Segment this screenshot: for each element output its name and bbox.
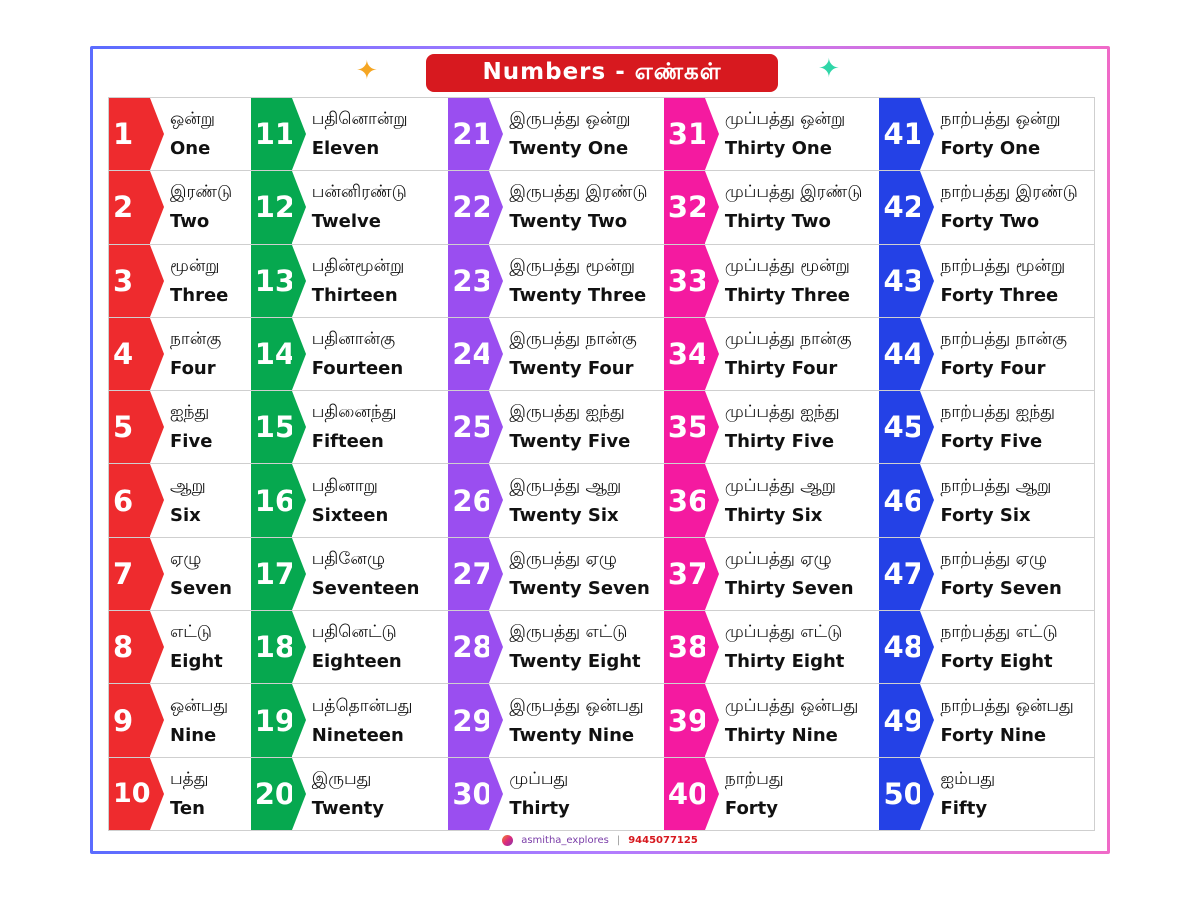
number-cell	[448, 245, 664, 318]
number-cell	[664, 98, 880, 171]
english-word: Forty Two	[940, 211, 1040, 233]
english-word: Seventeen	[311, 577, 420, 599]
tamil-word: பத்தொன்பது	[311, 695, 413, 716]
tamil-word: இருபத்து மூன்று	[509, 255, 635, 276]
number-badge: 34	[664, 318, 705, 390]
english-word: Thirty Four	[724, 358, 838, 380]
number-words	[292, 98, 449, 170]
footer-handle: asmitha_explores	[521, 835, 609, 846]
tamil-word: முப்பத்து மூன்று	[724, 255, 850, 276]
number-badge: 10	[109, 758, 150, 830]
number-cell	[109, 245, 251, 318]
number-cell	[448, 758, 664, 830]
tamil-word: எட்டு	[170, 622, 212, 643]
number-badge: 49	[879, 684, 920, 756]
tamil-word: முப்பத்து எட்டு	[724, 622, 843, 643]
page-title: Numbers - எண்கள்	[426, 54, 778, 92]
tamil-word: நான்கு	[170, 329, 222, 350]
number-badge: 4	[109, 318, 150, 390]
number-words	[150, 391, 251, 463]
number-badge: 12	[251, 171, 292, 243]
tamil-word: ஏழு	[170, 548, 202, 569]
tamil-word: முப்பத்து ஒன்பது	[724, 695, 859, 716]
number-badge: 46	[879, 464, 920, 536]
tamil-word: முப்பத்து ஒன்று	[724, 109, 846, 130]
tamil-word: முப்பத்து ஆறு	[724, 475, 836, 496]
number-badge: 14	[251, 318, 292, 390]
tamil-word: மூன்று	[170, 255, 220, 276]
number-cell	[448, 538, 664, 611]
english-word: Six	[170, 504, 201, 526]
english-word: Nineteen	[311, 724, 404, 746]
english-word: Forty Five	[940, 431, 1043, 453]
number-badge: 38	[664, 611, 705, 683]
column-2	[251, 98, 449, 830]
tamil-word: நாற்பது	[724, 768, 784, 789]
english-word: Twenty	[311, 797, 385, 819]
number-cell	[109, 318, 251, 391]
number-cell	[879, 318, 1094, 391]
number-badge: 6	[109, 464, 150, 536]
english-word: Forty	[724, 797, 779, 819]
number-words	[292, 391, 449, 463]
english-word: Thirty One	[724, 138, 832, 160]
number-badge: 40	[664, 758, 705, 830]
number-badge: 25	[448, 391, 489, 463]
number-badge: 42	[879, 171, 920, 243]
english-word: Eighteen	[311, 651, 402, 673]
tamil-word: ஆறு	[170, 475, 206, 496]
number-cell	[664, 318, 880, 391]
english-word: Forty One	[940, 138, 1041, 160]
number-words	[705, 245, 880, 317]
sparkle-icon-left: ✦	[356, 56, 378, 86]
number-badge: 26	[448, 464, 489, 536]
number-words	[489, 538, 664, 610]
number-cell	[664, 245, 880, 318]
column-5	[879, 98, 1094, 830]
number-cell	[251, 171, 449, 244]
tamil-word: இருபத்து ஆறு	[509, 475, 622, 496]
english-word: Twenty Three	[509, 284, 647, 306]
tamil-word: நாற்பத்து எட்டு	[940, 622, 1058, 643]
english-word: Nine	[170, 724, 217, 746]
english-word: Thirteen	[311, 284, 398, 306]
english-word: Ten	[170, 797, 205, 819]
number-cell	[109, 171, 251, 244]
tamil-word: பதினைந்து	[311, 402, 397, 423]
number-words	[292, 538, 449, 610]
number-badge: 32	[664, 171, 705, 243]
number-badge: 33	[664, 245, 705, 317]
tamil-word: நாற்பத்து மூன்று	[940, 255, 1066, 276]
number-badge: 36	[664, 464, 705, 536]
number-words	[150, 98, 251, 170]
number-badge: 41	[879, 98, 920, 170]
number-cell	[109, 758, 251, 830]
number-cell	[448, 318, 664, 391]
number-cell	[251, 98, 449, 171]
tamil-word: இருபத்து நான்கு	[509, 329, 637, 350]
number-badge: 43	[879, 245, 920, 317]
english-word: Thirty Nine	[724, 724, 838, 746]
tamil-word: பதினான்கு	[311, 329, 396, 350]
number-words	[705, 98, 880, 170]
tamil-word: இருபத்து ஏழு	[509, 548, 617, 569]
number-cell	[251, 758, 449, 830]
english-word: Fifty	[940, 797, 988, 819]
number-words	[150, 464, 251, 536]
number-badge: 18	[251, 611, 292, 683]
number-words	[292, 318, 449, 390]
number-badge: 30	[448, 758, 489, 830]
footer-phone: 9445077125	[628, 835, 698, 846]
tamil-word: இருபத்து இரண்டு	[509, 182, 648, 203]
number-cell	[879, 245, 1094, 318]
tamil-word: நாற்பத்து ஒன்பது	[940, 695, 1074, 716]
number-words	[705, 684, 880, 756]
english-word: Twenty Four	[509, 358, 634, 380]
english-word: Twenty Eight	[509, 651, 641, 673]
number-cell	[664, 171, 880, 244]
english-word: Twenty One	[509, 138, 629, 160]
number-badge: 16	[251, 464, 292, 536]
number-badge: 39	[664, 684, 705, 756]
number-badge: 8	[109, 611, 150, 683]
number-cell	[879, 684, 1094, 757]
number-cell	[109, 98, 251, 171]
tamil-word: இருபத்து ஐந்து	[509, 402, 625, 423]
english-word: Twenty Seven	[509, 577, 650, 599]
number-words	[920, 245, 1094, 317]
tamil-word: பன்னிரண்டு	[311, 182, 407, 203]
number-cell	[879, 538, 1094, 611]
number-words	[489, 245, 664, 317]
number-badge: 48	[879, 611, 920, 683]
number-cell	[879, 464, 1094, 537]
tamil-word: இருபத்து ஒன்பது	[509, 695, 644, 716]
tamil-word: பதினொன்று	[311, 109, 408, 130]
number-badge: 7	[109, 538, 150, 610]
number-cell	[251, 318, 449, 391]
number-cell	[109, 684, 251, 757]
english-word: Thirty Six	[724, 504, 823, 526]
number-words	[150, 611, 251, 683]
number-cell	[879, 391, 1094, 464]
english-word: Four	[170, 358, 216, 380]
number-badge: 21	[448, 98, 489, 170]
english-word: Eleven	[311, 138, 380, 160]
english-word: Forty Six	[940, 504, 1031, 526]
number-cell	[448, 98, 664, 171]
tamil-word: முப்பது	[509, 768, 569, 789]
number-words	[150, 538, 251, 610]
number-cell	[879, 758, 1094, 830]
number-badge: 50	[879, 758, 920, 830]
sparkle-icon-right: ✦	[818, 54, 840, 84]
number-cell	[664, 391, 880, 464]
column-3	[448, 98, 664, 830]
number-words	[292, 758, 449, 830]
english-word: Sixteen	[311, 504, 389, 526]
tamil-word: பதின்மூன்று	[311, 255, 405, 276]
number-words	[150, 318, 251, 390]
number-badge: 37	[664, 538, 705, 610]
number-badge: 44	[879, 318, 920, 390]
number-cell	[879, 98, 1094, 171]
number-words	[489, 464, 664, 536]
column-1	[109, 98, 251, 830]
english-word: Twelve	[311, 211, 381, 233]
number-badge: 23	[448, 245, 489, 317]
tamil-word: இருபத்து ஒன்று	[509, 109, 631, 130]
number-words	[489, 171, 664, 243]
number-cell	[664, 464, 880, 537]
tamil-word: முப்பத்து ஐந்து	[724, 402, 840, 423]
tamil-word: நாற்பத்து ஏழு	[940, 548, 1048, 569]
number-words	[920, 391, 1094, 463]
english-word: Seven	[170, 577, 232, 599]
number-cell	[448, 464, 664, 537]
english-word: Fifteen	[311, 431, 384, 453]
number-words	[150, 684, 251, 756]
tamil-word: இருபது	[311, 768, 372, 789]
number-words	[705, 464, 880, 536]
column-4	[664, 98, 880, 830]
number-cell	[664, 538, 880, 611]
number-cell	[251, 538, 449, 611]
tamil-word: முப்பத்து ஏழு	[724, 548, 832, 569]
english-word: Twenty Six	[509, 504, 619, 526]
english-word: Three	[170, 284, 229, 306]
english-word: Forty Three	[940, 284, 1059, 306]
number-badge: 9	[109, 684, 150, 756]
number-cell	[109, 391, 251, 464]
number-badge: 35	[664, 391, 705, 463]
number-cell	[448, 684, 664, 757]
footer-separator: |	[616, 835, 621, 846]
english-word: Thirty Eight	[724, 651, 845, 673]
number-words	[920, 171, 1094, 243]
english-word: Thirty Seven	[724, 577, 854, 599]
tamil-word: நாற்பத்து நான்கு	[940, 329, 1067, 350]
tamil-word: இருபத்து எட்டு	[509, 622, 628, 643]
english-word: Fourteen	[311, 358, 404, 380]
number-badge: 20	[251, 758, 292, 830]
english-word: Forty Eight	[940, 651, 1053, 673]
tamil-word: நாற்பத்து இரண்டு	[940, 182, 1078, 203]
number-cell	[448, 171, 664, 244]
english-word: Forty Nine	[940, 724, 1047, 746]
english-word: Forty Seven	[940, 577, 1062, 599]
tamil-word: நாற்பத்து ஆறு	[940, 475, 1052, 496]
number-badge: 17	[251, 538, 292, 610]
number-words	[292, 684, 449, 756]
tamil-word: ஒன்பது	[170, 695, 229, 716]
number-words	[489, 758, 664, 830]
english-word: Twenty Five	[509, 431, 631, 453]
instagram-icon	[502, 835, 513, 846]
english-word: Eight	[170, 651, 223, 673]
number-words	[705, 758, 880, 830]
number-cell	[109, 611, 251, 684]
number-cell	[879, 171, 1094, 244]
number-words	[705, 611, 880, 683]
tamil-word: இரண்டு	[170, 182, 233, 203]
tamil-word: பதினாறு	[311, 475, 378, 496]
english-word: Twenty Nine	[509, 724, 635, 746]
number-words	[705, 538, 880, 610]
number-badge: 45	[879, 391, 920, 463]
number-cell	[251, 464, 449, 537]
number-words	[292, 171, 449, 243]
number-words	[150, 171, 251, 243]
tamil-word: பத்து	[170, 768, 209, 789]
number-words	[920, 538, 1094, 610]
number-cell	[664, 758, 880, 830]
tamil-word: நாற்பத்து ஐந்து	[940, 402, 1055, 423]
number-words	[150, 245, 251, 317]
number-cell	[664, 611, 880, 684]
number-words	[489, 611, 664, 683]
tamil-word: பதினேழு	[311, 548, 386, 569]
number-words	[705, 318, 880, 390]
number-badge: 31	[664, 98, 705, 170]
numbers-grid	[108, 97, 1095, 831]
english-word: Twenty Two	[509, 211, 628, 233]
number-badge: 29	[448, 684, 489, 756]
number-cell	[251, 611, 449, 684]
number-words	[920, 464, 1094, 536]
number-badge: 47	[879, 538, 920, 610]
number-badge: 13	[251, 245, 292, 317]
number-cell	[448, 611, 664, 684]
english-word: Thirty	[509, 797, 570, 819]
english-word: Thirty Five	[724, 431, 835, 453]
number-words	[920, 318, 1094, 390]
number-cell	[251, 391, 449, 464]
tamil-word: பதினெட்டு	[311, 622, 397, 643]
number-words	[292, 464, 449, 536]
number-badge: 5	[109, 391, 150, 463]
number-words	[292, 245, 449, 317]
number-badge: 28	[448, 611, 489, 683]
number-badge: 22	[448, 171, 489, 243]
number-cell	[879, 611, 1094, 684]
number-cell	[109, 538, 251, 611]
tamil-word: நாற்பத்து ஒன்று	[940, 109, 1061, 130]
tamil-word: முப்பத்து இரண்டு	[724, 182, 863, 203]
number-cell	[251, 684, 449, 757]
number-words	[920, 684, 1094, 756]
number-badge: 19	[251, 684, 292, 756]
english-word: Forty Four	[940, 358, 1046, 380]
number-badge: 24	[448, 318, 489, 390]
number-badge: 3	[109, 245, 150, 317]
number-badge: 27	[448, 538, 489, 610]
number-cell	[251, 245, 449, 318]
number-words	[489, 684, 664, 756]
number-words	[489, 98, 664, 170]
tamil-word: ஐம்பது	[940, 768, 996, 789]
number-words	[489, 318, 664, 390]
footer	[0, 835, 1200, 846]
number-words	[292, 611, 449, 683]
number-badge: 11	[251, 98, 292, 170]
english-word: One	[170, 138, 211, 160]
number-words	[489, 391, 664, 463]
english-word: Five	[170, 431, 213, 453]
tamil-word: ஐந்து	[170, 402, 210, 423]
number-words	[920, 758, 1094, 830]
english-word: Thirty Two	[724, 211, 831, 233]
number-cell	[664, 684, 880, 757]
number-badge: 2	[109, 171, 150, 243]
number-words	[920, 98, 1094, 170]
number-badge: 1	[109, 98, 150, 170]
number-badge: 15	[251, 391, 292, 463]
number-words	[150, 758, 251, 830]
tamil-word: முப்பத்து நான்கு	[724, 329, 852, 350]
number-cell	[448, 391, 664, 464]
number-cell	[109, 464, 251, 537]
number-words	[705, 171, 880, 243]
english-word: Thirty Three	[724, 284, 851, 306]
english-word: Two	[170, 211, 210, 233]
number-words	[705, 391, 880, 463]
tamil-word: ஒன்று	[170, 109, 215, 130]
number-words	[920, 611, 1094, 683]
